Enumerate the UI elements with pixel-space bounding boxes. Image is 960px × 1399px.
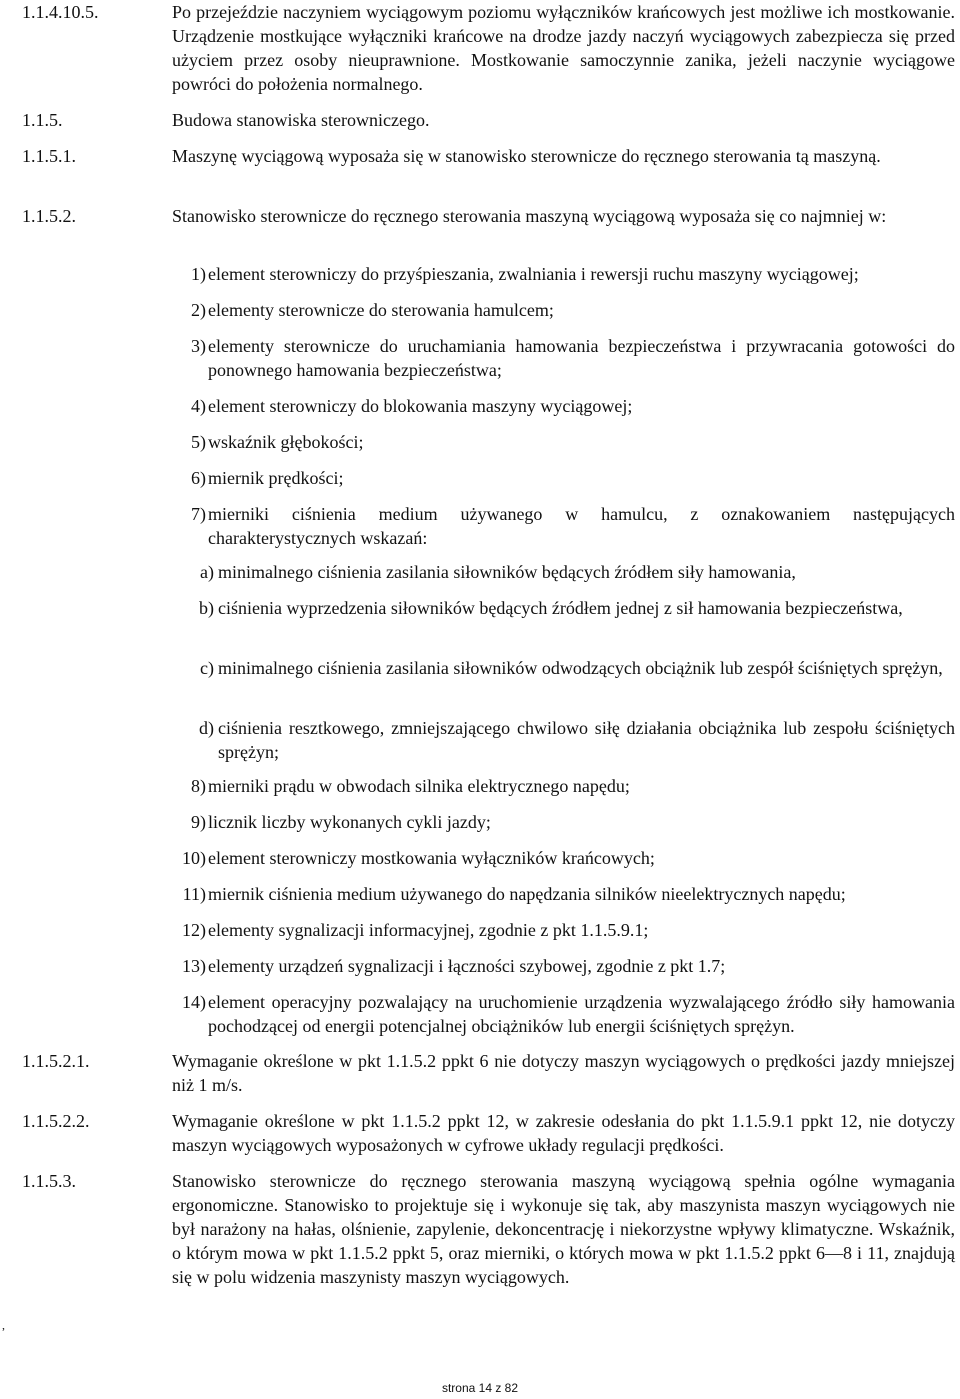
list-item-number: 7) <box>191 504 206 524</box>
list-item-text: wskaźnik głębokości; <box>208 432 364 452</box>
list-item-text: elementy urządzeń sygnalizacji i łączności szybowej, zgodnie z pkt 1.7; <box>208 956 726 976</box>
paragraph-text: Stanowisko sterownicze do ręcznego sterowania maszyną wyciągową spełnia ogólne wymagania ergonomiczne. Stanowisko to projektuje się i wykonuje się tak, aby maszynista maszyn wyciągowych nie był narażony na hałas, olśnienie, zapylenie, dekoncentrację i niekorzystne wpływy klimatyczne. Wskaźnik, o którym mowa w pkt 1.1.5.2 ppkt 5, oraz mierniki, o których mowa w pkt 1.1.5.2 ppkt 6—8 i 11, znajdują się w polu widzenia maszynisty maszyn wyciągowych. <box>172 1171 955 1287</box>
sub-list-item-text: minimalnego ciśnienia zasilania siłowników odwodzących obciążnik lub zespół ściśniętych sprężyn, <box>218 658 943 678</box>
list-item-text: element sterowniczy mostkowania wyłączników krańcowych; <box>208 848 655 868</box>
paragraph-text: Po przejeździe naczyniem wyciągowym poziomu wyłączników krańcowych jest możliwe ich mostkowanie. Urządzenie mostkujące wyłączniki krańcowe na drodze jazdy naczyń wyciągowych zabezpiecza się przed użyciem przez osoby nieuprawnione. Mostkowanie samoczynnie zanika, jeżeli naczynie wyciągowe powróci do położenia normalnego. <box>172 2 955 94</box>
page-number-footer: strona 14 z 82 <box>441 1381 519 1395</box>
sub-list-item-text: ciśnienia wyprzedzenia siłowników będących źródłem jednej z sił hamowania bezpieczeństwa, <box>218 598 903 618</box>
list-item-number: 9) <box>191 812 206 832</box>
list-item-number: 6) <box>191 468 206 488</box>
sub-list-item-letter: c) <box>200 658 214 678</box>
paragraph-text: Wymaganie określone w pkt 1.1.5.2 ppkt 6 nie dotyczy maszyn wyciągowych o prędkości jazdy mniejszej niż 1 m/s. <box>172 1051 955 1095</box>
list-item-number: 8) <box>191 776 206 796</box>
list-item-text: miernik ciśnienia medium używanego do napędzania silników nieelektrycznych napędu; <box>208 884 846 904</box>
list-item-number: 5) <box>191 432 206 452</box>
paragraph-text: Maszynę wyciągową wyposaża się w stanowisko sterownicze do ręcznego sterowania tą maszyną. <box>172 146 881 166</box>
list-item-text: elementy sterownicze do sterowania hamulcem; <box>208 300 554 320</box>
paragraph-number: 1.1.5.2. <box>22 206 76 226</box>
list-item-number: 2) <box>191 300 206 320</box>
list-item-number: 13) <box>182 956 206 976</box>
list-item-number: 14) <box>182 992 206 1012</box>
paragraph-number: 1.1.4.10.5. <box>22 2 99 22</box>
list-item-text: elementy sygnalizacji informacyjnej, zgodnie z pkt 1.1.5.9.1; <box>208 920 649 940</box>
paragraph-number: 1.1.5. <box>22 110 63 130</box>
margin-mark: , <box>2 1318 5 1332</box>
list-item-text: elementy sterownicze do uruchamiania hamowania bezpieczeństwa i przywracania gotowości do ponownego hamowania bezpieczeństwa; <box>208 336 955 380</box>
paragraph-text: Wymaganie określone w pkt 1.1.5.2 ppkt 12, w zakresie odesłania do pkt 1.1.5.9.1 ppkt 12, nie dotyczy maszyn wyciągowych wyposażonych w cyfrowe układy regulacji prędkości. <box>172 1111 955 1155</box>
list-item-number: 3) <box>191 336 206 356</box>
list-item-text: licznik liczby wykonanych cykli jazdy; <box>208 812 491 832</box>
paragraph-number: 1.1.5.2.2. <box>22 1111 90 1131</box>
list-item-number: 10) <box>182 848 206 868</box>
sub-list-item-text: minimalnego ciśnienia zasilania siłowników będących źródłem siły hamowania, <box>218 562 796 582</box>
list-item-text: element sterowniczy do blokowania maszyny wyciągowej; <box>208 396 633 416</box>
section-heading: Budowa stanowiska sterowniczego. <box>172 110 430 130</box>
list-item-number: 4) <box>191 396 206 416</box>
list-item-text: mierniki prądu w obwodach silnika elektrycznego napędu; <box>208 776 630 796</box>
list-item-text: element operacyjny pozwalający na uruchomienie urządzenia wyzwalającego źródło siły hamowania pochodzącej od energii potencjalnej obciążników lub energii ściśniętych sprężyn. <box>208 992 955 1036</box>
list-item-number: 1) <box>191 264 206 284</box>
sub-list-item-text: ciśnienia resztkowego, zmniejszającego chwilowo siłę działania obciążnika lub zespołu ściśniętych sprężyn; <box>218 718 955 762</box>
paragraph-number: 1.1.5.1. <box>22 146 76 166</box>
list-item-number: 11) <box>182 884 206 904</box>
list-item-text: miernik prędkości; <box>208 468 344 488</box>
paragraph-text: Stanowisko sterownicze do ręcznego sterowania maszyną wyciągową wyposaża się co najmniej w: <box>172 206 887 226</box>
sub-list-item-letter: b) <box>199 598 214 618</box>
sub-list-item-letter: a) <box>200 562 214 582</box>
list-item-text: mierniki ciśnienia medium używanego w hamulcu, z oznakowaniem następujących charakterystycznych wskazań: <box>208 504 955 548</box>
list-item-number: 12) <box>182 920 206 940</box>
paragraph-number: 1.1.5.2.1. <box>22 1051 90 1071</box>
list-item-text: element sterowniczy do przyśpieszania, zwalniania i rewersji ruchu maszyny wyciągowej; <box>208 264 859 284</box>
paragraph-number: 1.1.5.3. <box>22 1171 76 1191</box>
sub-list-item-letter: d) <box>199 718 214 738</box>
